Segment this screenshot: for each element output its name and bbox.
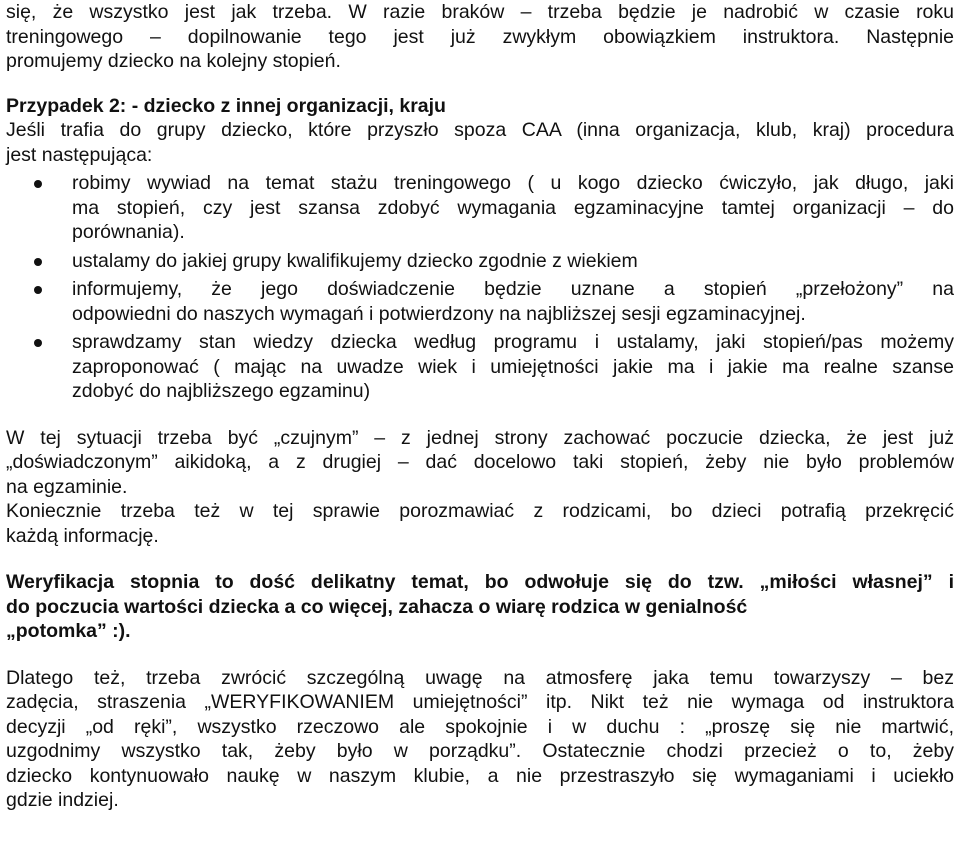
closing-line: Dlatego też, trzeba zwrócić szczególną uwagę na atmosferę jaka temu towarzyszy – bez [6, 666, 954, 689]
bullet-line: sprawdzamy stan wiedzy dziecka według programu i ustalamy, jaki stopień/pas możemy [72, 331, 954, 353]
spacer [6, 404, 954, 426]
bullet-line: ma stopień, czy jest szansa zdobyć wymagania egzaminacyjne tamtej organizacji – do [72, 196, 954, 219]
vigilance-line: „doświadczonym” aikidoką, a z drugiej – dać docelowo taki stopień, żeby nie było problemów [6, 451, 954, 473]
closing-line: decyzji „od ręki”, wszystko rzeczowo ale spokojnie i w duchu : „proszę się nie martwić, [6, 715, 954, 738]
closing-line: zadęcia, straszenia „WERYFIKOWANIEM umiejętności” itp. Nikt też nie wymaga od instruktora [6, 691, 954, 713]
vigilance-line: Koniecznie trzeba też w tej sprawie porozmawiać z rodzicami, bo dzieci potrafią przekręcić [6, 500, 954, 522]
case2-line: Jeśli trafia do grupy dziecko, które przyszło spoza CAA (inna organizacja, klub, kraj) procedura [6, 119, 954, 141]
verification-line: do poczucia wartości dziecka a co więcej, zahacza o wiarę rodzica w genialność [6, 595, 748, 618]
vigilance-line: na egzaminie. [6, 475, 128, 498]
spacer [6, 644, 954, 666]
intro-line: się, że wszystko jest jak trzeba. W razie braków – trzeba będzie je nadrobić w czasie roku [6, 1, 954, 23]
bullet-line: ustalamy do jakiej grupy kwalifikujemy dziecko zgodnie z wiekiem [72, 249, 638, 272]
closing-line: dziecko kontynuowało naukę w naszym klubie, a nie przestraszyło się wymaganiami i uciekło [6, 764, 954, 787]
closing-line: uzgodnimy wszystko tak, żeby było w porządku”. Ostatecznie chodzi przecież o to, żeby [6, 740, 954, 762]
bullet-icon [34, 339, 42, 347]
bullet-icon [34, 258, 42, 266]
bullet-item [6, 249, 954, 274]
bullet-line: zaproponować ( mając na uwadze wiek i umiejętności jakie ma i jakie ma realne szanse [72, 355, 954, 378]
bullet-icon [34, 286, 42, 294]
spacer [6, 548, 954, 570]
bullet-item [6, 171, 954, 245]
closing-line: gdzie indziej. [6, 789, 119, 811]
procedure-bullet-list [6, 171, 954, 404]
case2-heading: Przypadek 2: - dziecko z innej organizacji, kraju [6, 94, 446, 117]
verification-line: Weryfikacja stopnia to dość delikatny temat, bo odwołuje się do tzw. „miłości własnej” i [6, 571, 954, 593]
spacer [6, 74, 954, 94]
vigilance-line: każdą informację. [6, 524, 159, 547]
bullet-item [6, 330, 954, 404]
bullet-line: informujemy, że jego doświadczenie będzie uznane a stopień „przełożony” na [72, 278, 954, 300]
intro-line: treningowego – dopilnowanie tego jest już zwykłym obowiązkiem instruktora. Następnie [6, 25, 954, 48]
bullet-item [6, 277, 954, 326]
intro-paragraph [6, 0, 954, 74]
verification-line: „potomka” :). [6, 620, 131, 642]
bullet-icon [34, 180, 42, 188]
vigilance-paragraph [6, 426, 954, 549]
intro-line: promujemy dziecko na kolejny stopień. [6, 50, 341, 72]
bullet-line: porównania). [72, 221, 185, 243]
closing-paragraph [6, 666, 954, 813]
vigilance-line: W tej sytuacji trzeba być „czujnym” – z jednej strony zachować poczucie dziecka, że jest już [6, 426, 954, 449]
bullet-line: robimy wywiad na temat stażu treningowego ( u kogo dziecko ćwiczyło, jak długo, jaki [72, 172, 954, 194]
document-page [6, 0, 954, 813]
case2-section [6, 94, 954, 168]
bullet-line: zdobyć do najbliższego egzaminu) [72, 380, 371, 402]
case2-line: jest następująca: [6, 143, 153, 166]
verification-paragraph [6, 570, 954, 644]
bullet-line: odpowiedni do naszych wymagań i potwierdzony na najbliższej sesji egzaminacyjnej. [72, 302, 806, 325]
